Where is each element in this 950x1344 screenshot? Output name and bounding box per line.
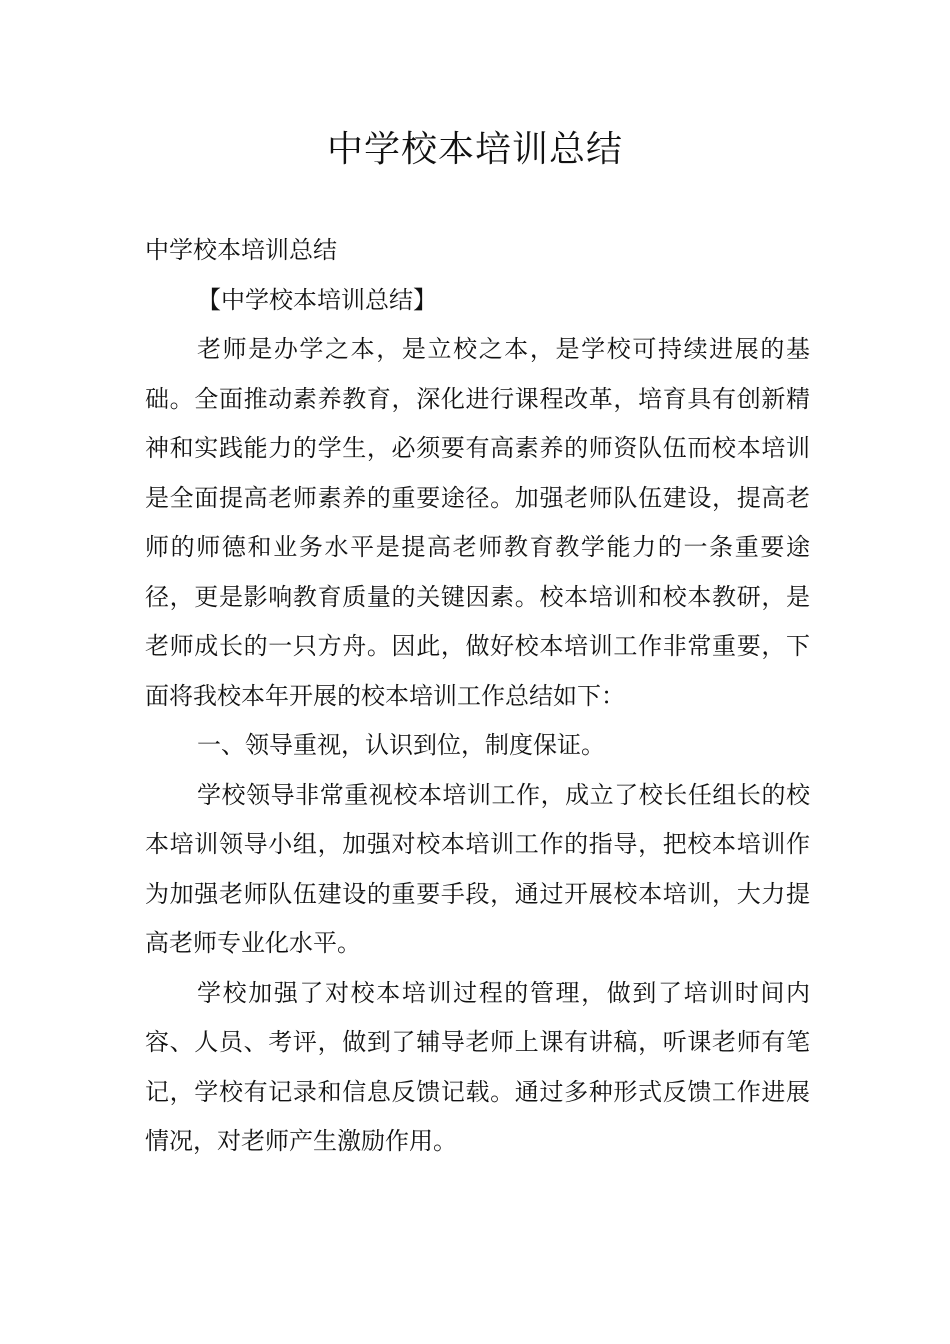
intro-paragraph: 老师是办学之本，是立校之本，是学校可持续进展的基础。全面推动素养教育，深化进行课程改革，培育具有创新精神和实践能力的学生，必须要有高素养的师资队伍而校本培训是全面提高老师素养的重要途径。加强老师队伍建设，提高老师的师德和业务水平是提高老师教育教学能力的一条重要途径，更是影响教育质量的关键因素。校本培训和校本教研，是老师成长的一只方舟。因此，做好校本培训工作非常重要，下面将我校本年开展的校本培训工作总结如下： <box>145 335 810 710</box>
section-heading-1: 一、领导重视，认识到位，制度保证。 <box>197 731 605 759</box>
subtitle-paragraph: 中学校本培训总结 <box>145 236 337 264</box>
document-body <box>145 226 810 1167</box>
body-paragraph: 学校加强了对校本培训过程的管理，做到了培训时间内容、人员、考评，做到了辅导老师上课有讲稿，听课老师有笔记，学校有记录和信息反馈记载。通过多种形式反馈工作进展情况，对老师产生激励作用。 <box>145 978 810 1155</box>
bracket-heading-paragraph: 【中学校本培训总结】 <box>197 285 437 314</box>
body-paragraph: 学校领导非常重视校本培训工作，成立了校长任组长的校本培训领导小组，加强对校本培训工作的指导，把校本培训作为加强老师队伍建设的重要手段，通过开展校本培训，大力提高老师专业化水平。 <box>145 780 810 957</box>
document-title: 中学校本培训总结 <box>326 129 623 170</box>
